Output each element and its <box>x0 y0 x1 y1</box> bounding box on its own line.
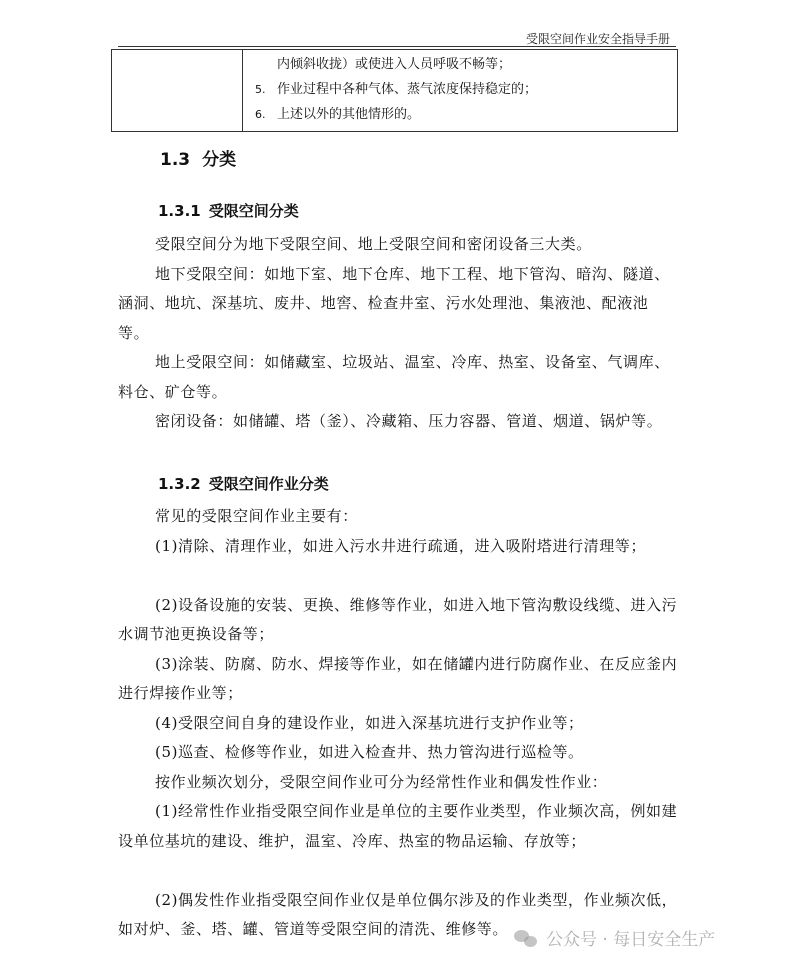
paragraph: 常见的受限空间作业主要有： <box>155 507 358 525</box>
section-number: 1.3 <box>160 150 191 170</box>
table-list-item <box>255 102 673 127</box>
list-text: 上述以外的其他情形的。 <box>277 107 421 122</box>
running-header: 受限空间作业安全指导手册 <box>525 32 670 46</box>
list-number: 5. <box>255 83 266 96</box>
paragraph: 受限空间分为地下受限空间、地上受限空间和密闭设备三大类。 <box>155 235 592 253</box>
paragraph: 地下受限空间：如地下室、地下仓库、地下工程、地下管沟、暗沟、隧道、涵洞、地坑、深基坑、废井、地窖、检查井室、污水处理池、集液池、配液池等。 <box>118 264 670 342</box>
wechat-icon <box>514 928 538 948</box>
paragraph: (2)偶发性作业指受限空间作业仅是单位偶尔涉及的作业类型，作业频次低，如对炉、釜、塔、罐、管道等受限空间的清洗、维修等。 <box>118 890 678 938</box>
table-list-item <box>255 77 673 102</box>
table-row <box>112 50 678 132</box>
paragraph: (1)清除、清理作业，如进入污水井进行疏通，进入吸附塔进行清理等； <box>155 536 647 555</box>
subsection-title: 受限空间作业分类 <box>208 475 329 493</box>
subsection-heading-1-3-2 <box>158 473 329 494</box>
paragraph: 密闭设备：如储罐、塔（釜）、冷藏箱、压力容器、管道、烟道、锅炉等。 <box>155 412 663 430</box>
paragraph: (4)受限空间自身的建设作业，如进入深基坑进行支护作业等； <box>155 713 584 732</box>
paragraph: (5)巡查、检修等作业，如进入检查井、热力管沟进行巡检等。 <box>155 743 584 761</box>
header-rule <box>118 46 676 47</box>
paragraph: (1)经常性作业指受限空间作业是单位的主要作业类型，作业频次高，例如建设单位基坑的建设、维护，温室、冷库、热室的物品运输、存放等； <box>118 802 678 850</box>
subsection-title: 受限空间分类 <box>208 202 299 220</box>
subsection-number: 1.3.2 <box>158 475 201 493</box>
list-number: 6. <box>255 108 266 121</box>
watermark-text: 公众号 · 每日安全生产 <box>546 930 716 950</box>
subsection-heading-1-3-1 <box>158 200 299 221</box>
table-continuation-line: 内倾斜收拢）或使进入人员呼吸不畅等； <box>277 57 512 72</box>
paragraph: (2)设备设施的安装、更换、维修等作业，如进入地下管沟敷设线缆、进入污水调节池更换设备等； <box>118 595 678 643</box>
paragraph: 按作业频次划分，受限空间作业可分为经常性作业和偶发性作业： <box>155 772 608 791</box>
paragraph: (3)涂装、防腐、防水、焊接等作业，如在储罐内进行防腐作业、在反应釜内进行焊接作业等； <box>118 654 678 702</box>
list-text: 作业过程中各种气体、蒸气浓度保持稳定的； <box>277 82 538 97</box>
section-title: 分类 <box>202 150 237 170</box>
conditions-table <box>111 49 678 132</box>
paragraph: 地上受限空间：如储藏室、垃圾站、温室、冷库、热室、设备室、气调库、料仓、矿仓等。 <box>118 353 670 401</box>
subsection-number: 1.3.1 <box>158 202 201 220</box>
section-heading <box>160 145 236 170</box>
watermark <box>514 925 715 950</box>
table-left-cell <box>112 50 243 132</box>
table-right-cell <box>243 50 678 132</box>
